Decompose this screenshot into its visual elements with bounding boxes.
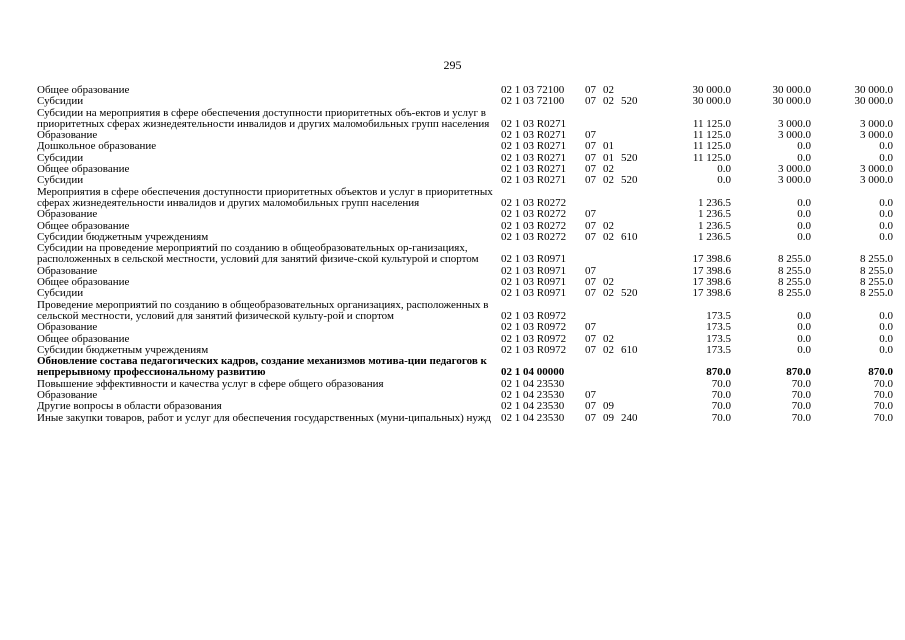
row-expense-type: 520 xyxy=(621,174,638,187)
row-amount-year-3: 0.0 xyxy=(879,151,893,164)
row-subsection xyxy=(603,356,621,379)
row-expense-type xyxy=(621,108,649,131)
row-subsection xyxy=(603,108,621,131)
row-amount-year-1: 11 125.0 xyxy=(692,151,731,164)
row-section: 07 xyxy=(585,332,596,345)
row-name: Общее образование xyxy=(37,276,130,289)
row-code: 02 1 03 72100 xyxy=(501,95,565,108)
table-row xyxy=(37,209,893,220)
row-name: Образование xyxy=(37,208,98,221)
row-name: Общее образование xyxy=(37,219,130,232)
row-amount-year-3: 3 000.0 xyxy=(860,163,893,176)
row-expense-type xyxy=(621,401,649,412)
row-section: 07 xyxy=(585,129,596,142)
row-amount-year-2: 0.0 xyxy=(797,208,811,221)
table-row xyxy=(37,96,893,107)
row-amount-year-1: 11 125.0 xyxy=(692,140,731,153)
row-code: 02 1 03 R0271 xyxy=(501,174,567,187)
row-section: 07 xyxy=(585,84,596,96)
table-row xyxy=(37,85,893,96)
row-code: 02 1 03 R0271 xyxy=(501,117,567,130)
row-section: 07 xyxy=(585,140,596,153)
table-row xyxy=(37,108,893,131)
row-amount-year-3: 0.0 xyxy=(879,309,893,322)
row-amount-year-2: 30 000.0 xyxy=(772,84,811,96)
row-amount-year-1: 17 398.6 xyxy=(692,276,731,289)
row-amount-year-2: 3 000.0 xyxy=(778,117,811,130)
row-code: 02 1 03 R0271 xyxy=(501,163,567,176)
row-name: Иные закупки товаров, работ и услуг для обеспечения государственных (муни-ципальных) нужд xyxy=(37,411,491,424)
row-amount-year-2: 0.0 xyxy=(797,332,811,345)
row-amount-year-2: 0.0 xyxy=(797,151,811,164)
row-expense-type xyxy=(621,390,649,401)
row-amount-year-1: 17 398.6 xyxy=(692,287,731,300)
row-amount-year-3: 8 255.0 xyxy=(860,287,893,300)
row-code: 02 1 03 R0971 xyxy=(501,287,567,300)
row-amount-year-2: 70.0 xyxy=(791,411,811,424)
row-subsection: 02 xyxy=(603,343,614,356)
row-name: Повышение эффективности и качества услуг в сфере общего образования xyxy=(37,377,384,390)
row-amount-year-2: 0.0 xyxy=(797,230,811,243)
row-section: 07 xyxy=(585,411,596,424)
row-amount-year-3: 70.0 xyxy=(873,389,893,402)
table-row xyxy=(37,266,893,277)
row-section: 07 xyxy=(585,389,596,402)
row-section xyxy=(585,356,603,379)
row-subsection xyxy=(603,379,621,390)
row-code: 02 1 03 R0272 xyxy=(501,208,567,221)
row-section: 07 xyxy=(585,95,596,108)
row-amount-year-3: 70.0 xyxy=(873,400,893,413)
row-amount-year-2: 0.0 xyxy=(797,309,811,322)
row-subsection: 02 xyxy=(603,95,614,108)
row-expense-type xyxy=(621,322,649,333)
row-amount-year-3: 0.0 xyxy=(879,332,893,345)
table-row xyxy=(37,277,893,288)
row-name: Общее образование xyxy=(37,332,130,345)
row-amount-year-2: 870.0 xyxy=(786,366,811,379)
row-amount-year-1: 1 236.5 xyxy=(698,196,731,209)
row-amount-year-2: 8 255.0 xyxy=(778,276,811,289)
row-amount-year-3: 0.0 xyxy=(879,343,893,356)
row-name: Общее образование xyxy=(37,163,130,176)
row-amount-year-2: 0.0 xyxy=(797,343,811,356)
row-subsection: 02 xyxy=(603,163,614,176)
row-code: 02 1 03 R0972 xyxy=(501,321,567,334)
row-code: 02 1 03 72100 xyxy=(501,84,565,96)
row-amount-year-1: 0.0 xyxy=(717,174,731,187)
row-expense-type xyxy=(621,187,649,210)
row-amount-year-1: 173.5 xyxy=(706,343,731,356)
row-amount-year-3: 0.0 xyxy=(879,140,893,153)
row-name: Субсидии на мероприятия в сфере обеспечения доступности приоритетных объ-ектов и услуг в приоритетных сферах жизнедеятельности инвалидов и других маломобильных групп населения xyxy=(37,106,490,130)
row-amount-year-3: 8 255.0 xyxy=(860,276,893,289)
row-subsection: 02 xyxy=(603,174,614,187)
row-code: 02 1 03 R0971 xyxy=(501,264,567,277)
row-expense-type xyxy=(621,356,649,379)
row-amount-year-3: 70.0 xyxy=(873,411,893,424)
row-section xyxy=(585,243,603,266)
budget-table xyxy=(37,85,893,424)
row-amount-year-3: 8 255.0 xyxy=(860,264,893,277)
row-amount-year-3: 0.0 xyxy=(879,321,893,334)
row-section: 07 xyxy=(585,208,596,221)
row-amount-year-2: 0.0 xyxy=(797,196,811,209)
table-row xyxy=(37,288,893,299)
row-name: Образование xyxy=(37,264,98,277)
row-code: 02 1 03 R0271 xyxy=(501,140,567,153)
row-amount-year-2: 70.0 xyxy=(791,400,811,413)
row-subsection: 02 xyxy=(603,287,614,300)
row-amount-year-1: 17 398.6 xyxy=(692,253,731,266)
row-code: 02 1 03 R0971 xyxy=(501,276,567,289)
table-row xyxy=(37,175,893,186)
row-section: 07 xyxy=(585,264,596,277)
row-section: 07 xyxy=(585,343,596,356)
row-name: Образование xyxy=(37,389,98,402)
row-amount-year-2: 0.0 xyxy=(797,219,811,232)
row-expense-type: 520 xyxy=(621,287,638,300)
row-name: Образование xyxy=(37,321,98,334)
row-code: 02 1 03 R0271 xyxy=(501,129,567,142)
table-row xyxy=(37,322,893,333)
table-row xyxy=(37,141,893,152)
row-subsection xyxy=(603,322,621,333)
row-amount-year-1: 70.0 xyxy=(711,400,731,413)
row-amount-year-2: 70.0 xyxy=(791,377,811,390)
table-row xyxy=(37,300,893,323)
table-row xyxy=(37,187,893,210)
row-code: 02 1 03 R0972 xyxy=(501,309,567,322)
row-subsection: 02 xyxy=(603,276,614,289)
row-amount-year-1: 30 000.0 xyxy=(692,95,731,108)
row-code: 02 1 03 R0972 xyxy=(501,332,567,345)
row-amount-year-1: 11 125.0 xyxy=(692,117,731,130)
row-amount-year-3: 0.0 xyxy=(879,230,893,243)
row-section: 07 xyxy=(585,174,596,187)
row-name: Субсидии xyxy=(37,95,84,108)
row-subsection: 02 xyxy=(603,332,614,345)
row-amount-year-3: 3 000.0 xyxy=(860,129,893,142)
row-subsection: 09 xyxy=(603,400,614,413)
row-amount-year-1: 173.5 xyxy=(706,332,731,345)
row-amount-year-3: 8 255.0 xyxy=(860,253,893,266)
row-amount-year-2: 70.0 xyxy=(791,389,811,402)
row-amount-year-1: 17 398.6 xyxy=(692,264,731,277)
row-amount-year-1: 173.5 xyxy=(706,309,731,322)
row-expense-type xyxy=(621,243,649,266)
row-expense-type: 520 xyxy=(621,95,638,108)
row-code: 02 1 04 23530 xyxy=(501,389,565,402)
row-section: 07 xyxy=(585,321,596,334)
row-amount-year-3: 3 000.0 xyxy=(860,117,893,130)
table-row xyxy=(37,356,893,379)
row-amount-year-1: 70.0 xyxy=(711,389,731,402)
row-name: Субсидии бюджетным учреждениям xyxy=(37,230,209,243)
row-amount-year-2: 0.0 xyxy=(797,321,811,334)
row-amount-year-3: 0.0 xyxy=(879,219,893,232)
row-amount-year-1: 870.0 xyxy=(706,366,731,379)
row-section: 07 xyxy=(585,400,596,413)
row-code: 02 1 04 00000 xyxy=(501,366,565,379)
row-name: Общее образование xyxy=(37,84,130,96)
row-section: 07 xyxy=(585,219,596,232)
row-amount-year-2: 8 255.0 xyxy=(778,253,811,266)
row-name: Другие вопросы в области образования xyxy=(37,400,222,413)
row-expense-type xyxy=(621,130,649,141)
row-name: Образование xyxy=(37,129,98,142)
row-amount-year-3: 70.0 xyxy=(873,377,893,390)
row-section xyxy=(585,300,603,323)
table-row xyxy=(37,379,893,390)
row-amount-year-3: 30 000.0 xyxy=(854,95,893,108)
row-amount-year-2: 30 000.0 xyxy=(772,95,811,108)
row-name: Субсидии бюджетным учреждениям xyxy=(37,343,209,356)
row-amount-year-1: 0.0 xyxy=(717,163,731,176)
table-row xyxy=(37,164,893,175)
row-subsection: 02 xyxy=(603,230,614,243)
row-code: 02 1 04 23530 xyxy=(501,400,565,413)
row-name: Субсидии xyxy=(37,151,84,164)
row-code: 02 1 03 R0271 xyxy=(501,151,567,164)
row-amount-year-1: 30 000.0 xyxy=(692,84,731,96)
row-subsection: 09 xyxy=(603,411,614,424)
table-row xyxy=(37,413,893,424)
row-section: 07 xyxy=(585,230,596,243)
row-section xyxy=(585,187,603,210)
table-row xyxy=(37,130,893,141)
row-amount-year-2: 0.0 xyxy=(797,140,811,153)
row-amount-year-1: 70.0 xyxy=(711,411,731,424)
table-row xyxy=(37,401,893,412)
row-name: Проведение мероприятий по созданию в общеобразовательных организациях, расположенных в сельской местности, условий для занятий физической культу-рой и спортом xyxy=(37,298,489,322)
row-expense-type xyxy=(621,379,649,390)
row-amount-year-2: 3 000.0 xyxy=(778,163,811,176)
row-code: 02 1 04 23530 xyxy=(501,411,565,424)
row-code: 02 1 03 R0272 xyxy=(501,196,567,209)
row-section: 07 xyxy=(585,163,596,176)
row-amount-year-1: 11 125.0 xyxy=(692,129,731,142)
row-subsection xyxy=(603,187,621,210)
row-expense-type xyxy=(621,300,649,323)
row-amount-year-2: 8 255.0 xyxy=(778,287,811,300)
row-subsection xyxy=(603,209,621,220)
row-expense-type xyxy=(621,266,649,277)
row-section: 07 xyxy=(585,287,596,300)
row-code: 02 1 03 R0971 xyxy=(501,253,567,266)
row-section xyxy=(585,108,603,131)
row-section: 07 xyxy=(585,151,596,164)
row-subsection: 02 xyxy=(603,84,614,96)
table-row xyxy=(37,243,893,266)
row-name: Обновление состава педагогических кадров, создание механизмов мотива-ции педагогов к непрерывному профессиональному развитию xyxy=(37,355,487,379)
row-expense-type: 610 xyxy=(621,343,638,356)
row-amount-year-2: 8 255.0 xyxy=(778,264,811,277)
row-amount-year-3: 870.0 xyxy=(868,366,893,379)
row-expense-type xyxy=(621,209,649,220)
row-name: Субсидии xyxy=(37,287,84,300)
row-subsection xyxy=(603,243,621,266)
row-code: 02 1 03 R0272 xyxy=(501,219,567,232)
page-number: 295 xyxy=(443,58,462,72)
row-code: 02 1 03 R0272 xyxy=(501,230,567,243)
row-amount-year-3: 0.0 xyxy=(879,196,893,209)
row-amount-year-1: 1 236.5 xyxy=(698,208,731,221)
row-code: 02 1 04 23530 xyxy=(501,377,565,390)
row-name: Субсидии на проведение мероприятий по созданию в общеобразовательных ор-ганизациях, расположенных в сельской местности, условий для занятий физиче-ской культурой и спортом xyxy=(37,242,479,266)
row-expense-type: 520 xyxy=(621,151,638,164)
row-amount-year-2: 3 000.0 xyxy=(778,174,811,187)
row-subsection: 02 xyxy=(603,219,614,232)
row-amount-year-1: 70.0 xyxy=(711,377,731,390)
row-amount-year-2: 3 000.0 xyxy=(778,129,811,142)
row-amount-year-1: 173.5 xyxy=(706,321,731,334)
table-row xyxy=(37,153,893,164)
row-amount-year-3: 0.0 xyxy=(879,208,893,221)
row-name: Мероприятия в сфере обеспечения доступности приоритетных объектов и услуг в приоритетных сферах жизнедеятельности инвалидов и других маломобильных групп населения xyxy=(37,185,493,209)
row-expense-type: 610 xyxy=(621,230,638,243)
row-amount-year-3: 3 000.0 xyxy=(860,174,893,187)
row-name: Дошкольное образование xyxy=(37,140,157,153)
row-code: 02 1 03 R0972 xyxy=(501,343,567,356)
row-subsection: 01 xyxy=(603,151,614,164)
row-subsection: 01 xyxy=(603,140,614,153)
row-name: Субсидии xyxy=(37,174,84,187)
row-section: 07 xyxy=(585,276,596,289)
row-expense-type: 240 xyxy=(621,411,638,424)
row-amount-year-1: 1 236.5 xyxy=(698,219,731,232)
row-amount-year-1: 1 236.5 xyxy=(698,230,731,243)
budget-table-body xyxy=(37,85,893,424)
row-subsection xyxy=(603,300,621,323)
row-amount-year-3: 30 000.0 xyxy=(854,84,893,96)
